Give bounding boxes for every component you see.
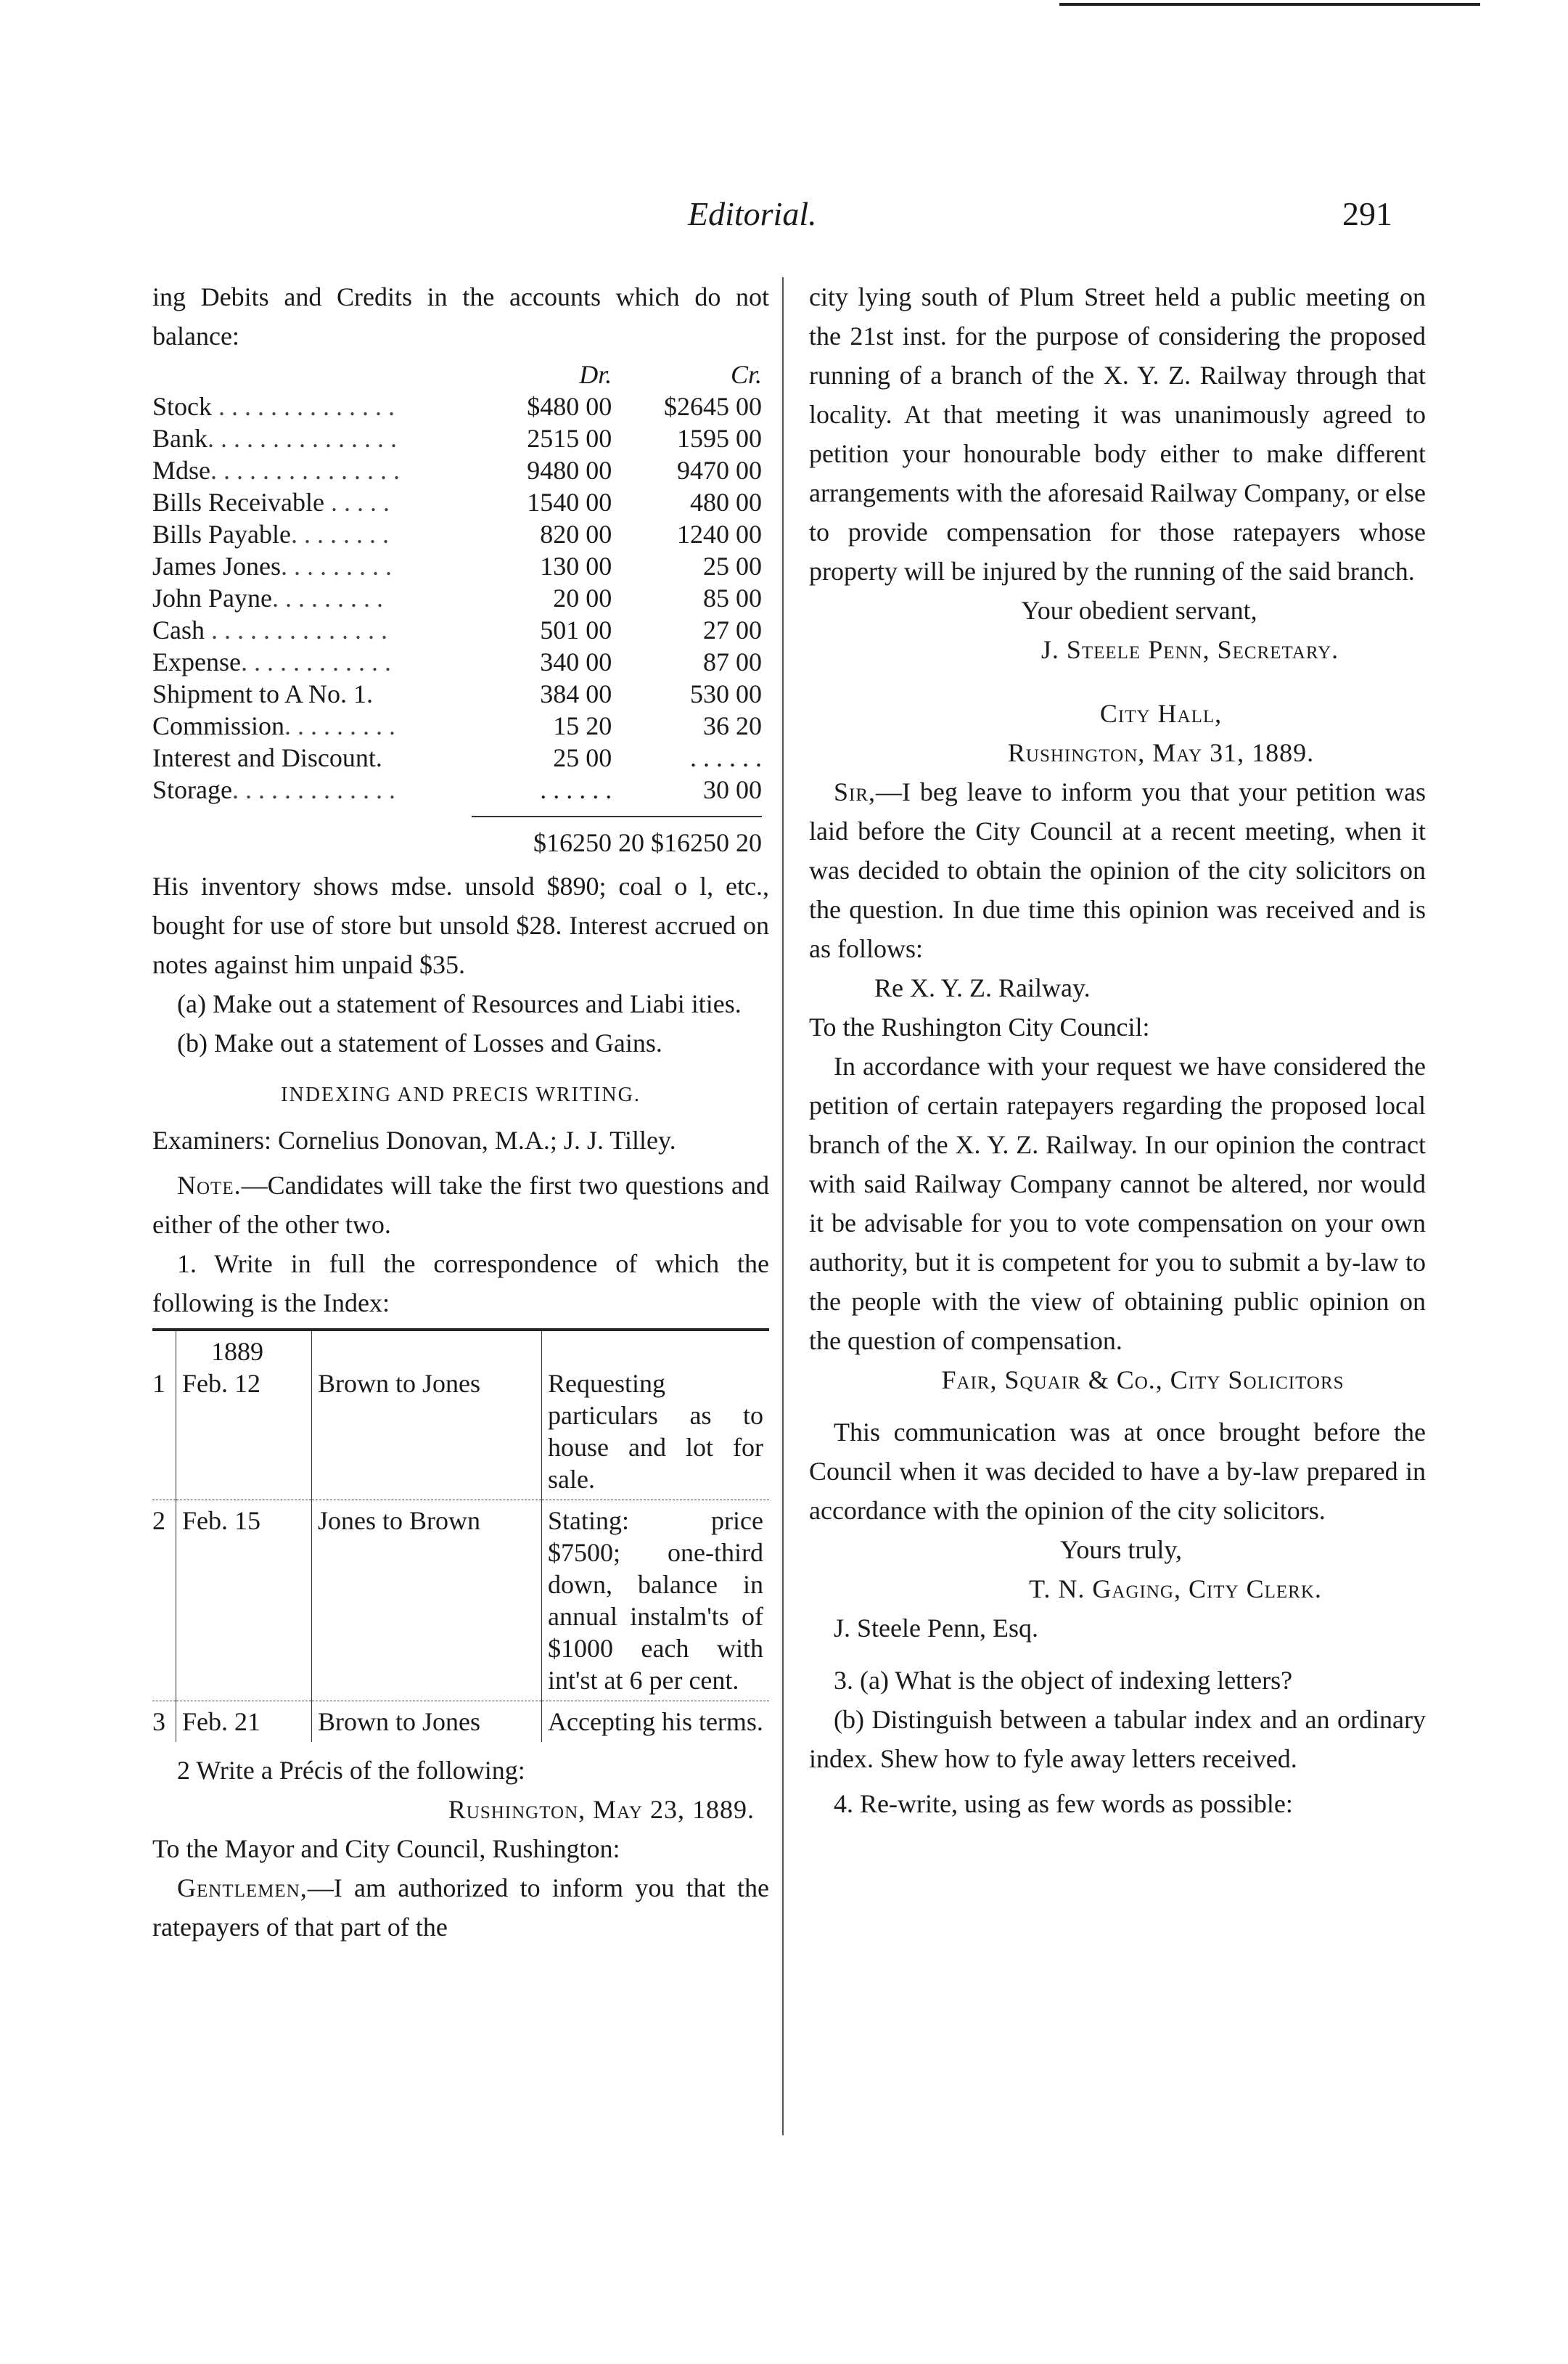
index-number: 1	[152, 1369, 165, 1398]
question-3b: (b) Distinguish between a tabular index and an ordinary index. Shew how to fyle away letters received.	[809, 1705, 1426, 1773]
examiners-line: Examiners: Cornelius Donovan, M.A.; J. J. Tilley.	[152, 1126, 676, 1155]
account-name: John Payne	[152, 584, 272, 613]
solicitors-opinion: In accordance with your request we have considered the petition of certain ratepayers regarding the proposed local branch of the X. Y. Z. Railway. In our opinion the contract with said Railway Company cannot be altered, nor would it be advisable for you to vote compensation on your own authority, but it is competent for you to submit a by-law to the people with the view of obtaining public opinion on the question of compensation.	[809, 1052, 1426, 1355]
column-divider	[782, 277, 784, 2135]
letter1-address: To the Mayor and City Council, Rushington:	[152, 1834, 620, 1863]
leader-dots: . . . . . . . . .	[280, 552, 392, 581]
credit-amount: 530 00	[690, 679, 762, 708]
account-name: Storage	[152, 775, 232, 804]
letter1-body-continued: city lying south of Plum Street held a public meeting on the 21st inst. for the purpose of considering the proposed running of a branch of the X. Y. Z. Railway through that locality. At that meeting it was unanimously agreed to petition your honourable body either to make different arrangements with the aforesaid Railway Company, or else to provide compensation for those ratepayers whose property will be injured by the running of the said branch.	[809, 282, 1426, 586]
debit-amount: 15 20	[553, 711, 612, 740]
ledger-row	[152, 518, 769, 550]
leader-dots: . . . . . . . . .	[284, 711, 396, 740]
letter2-body: —I beg leave to inform you that your petition was laid before the City Council at a recent meeting, when it was decided to obtain the opinion of the city solicitors on the question. In due time this opinion was received and is as follows:	[809, 777, 1426, 963]
question-4: 4. Re-write, using as few words as possible:	[834, 1789, 1293, 1818]
index-number: 2	[152, 1506, 165, 1535]
question-a: (a) Make out a statement of Resources and Liabi ities.	[177, 989, 742, 1018]
account-name: Cash	[152, 615, 205, 645]
credit-amount: 9470 00	[677, 456, 762, 485]
inventory-text: His inventory shows mdse. unsold $890; coal o l, etc., bought for use of store but unsold $28. Interest accrued on notes against him unpaid $35.	[152, 872, 769, 979]
leader-dots: . . . . . . . . . . . . . . .	[208, 424, 397, 453]
leader-dots: . . . . . . . . . . . . . .	[205, 615, 387, 645]
top-rule	[1059, 3, 1480, 6]
ledger-rows	[152, 390, 769, 806]
credit-amount: $2645 00	[664, 392, 762, 421]
debit-header: Dr.	[579, 360, 612, 389]
leader-dots: . . . . .	[324, 488, 390, 517]
solicitors-signature: Fair, Squair & Co., City Solicitors	[941, 1365, 1345, 1394]
index-correspondents: Brown to Jones	[318, 1369, 480, 1398]
account-name: Bills Receivable	[152, 488, 324, 517]
question-2: 2 Write a Précis of the following:	[177, 1756, 525, 1785]
note-text: —Candidates will take the first two questions and either of the other two.	[152, 1171, 769, 1239]
index-date: Feb. 12	[182, 1369, 260, 1398]
totals-rule	[472, 816, 762, 817]
right-column	[809, 277, 1426, 1823]
account-name: Stock	[152, 392, 213, 421]
index-date: Feb. 21	[182, 1707, 260, 1736]
debit-amount: 2515 00	[527, 424, 612, 453]
letter1-opening	[152, 1868, 769, 1947]
account-name: James Jones	[152, 552, 281, 581]
page-number: 291	[1342, 195, 1392, 232]
leader-dots: . . . . . . . . . . . . . .	[212, 392, 395, 421]
leader-dots: . . . . . . . . .	[272, 584, 383, 613]
addressee: J. Steele Penn, Esq.	[834, 1614, 1038, 1643]
section-title: INDEXING AND PRECIS WRITING.	[281, 1084, 641, 1106]
account-name: Bills Payable	[152, 520, 291, 549]
index-row	[152, 1330, 769, 1500]
account-name: Bank	[152, 424, 208, 453]
ledger-row	[152, 422, 769, 454]
ledger-header-row	[152, 356, 769, 390]
account-name: Shipment to A No. 1.	[152, 679, 374, 708]
debit-amount: 501 00	[540, 615, 612, 645]
debit-amount: $480 00	[527, 392, 612, 421]
ledger-table	[152, 356, 769, 806]
page-header	[0, 195, 1568, 245]
letter1-signature: J. Steele Penn, Secretary.	[1040, 635, 1339, 664]
index-correspondents: Jones to Brown	[318, 1506, 480, 1535]
letter2-dateline: Rushington, May 31, 1889.	[1007, 738, 1315, 767]
index-year: 1889	[211, 1337, 263, 1366]
ledger-row	[152, 646, 769, 678]
note-label: Note.	[177, 1171, 242, 1200]
index-correspondents: Brown to Jones	[318, 1707, 480, 1736]
left-column	[152, 277, 769, 1947]
index-row	[152, 1500, 769, 1701]
question-3a: 3. (a) What is the object of indexing letters?	[834, 1666, 1293, 1695]
credit-amount: 1240 00	[677, 520, 762, 549]
leader-dots: . . . . . . . .	[291, 520, 389, 549]
credit-amount: 25 00	[703, 552, 762, 581]
letter2-place: City Hall,	[1099, 699, 1223, 728]
ledger-row	[152, 614, 769, 646]
council-communication: This communication was at once brought before the Council when it was decided to have a by-law prepared in accordance with the opinion of the city solicitors.	[809, 1418, 1426, 1525]
account-name: Expense	[152, 647, 241, 676]
credit-amount: 1595 00	[677, 424, 762, 453]
clerk-signature: T. N. Gaging, City Clerk.	[1029, 1574, 1322, 1603]
debit-amount: 340 00	[540, 647, 612, 676]
debit-amount: 20 00	[553, 584, 612, 613]
ledger-row	[152, 742, 769, 774]
account-name: Mdse	[152, 456, 210, 485]
credit-amount: 85 00	[703, 584, 762, 613]
debit-amount: 130 00	[540, 552, 612, 581]
ledger-row	[152, 774, 769, 806]
debit-amount: . . . . . .	[540, 775, 612, 804]
index-subject: Stating: price $7500; one-third down, balance in annual instalm'ts of $1000 each with int'st at 6 per cent.	[548, 1506, 763, 1695]
ledger-row	[152, 678, 769, 710]
ledger-row	[152, 550, 769, 582]
leader-dots: . . . . . . . . . . . . . . .	[210, 456, 400, 485]
note-paragraph	[152, 1166, 769, 1244]
credit-amount: 87 00	[703, 647, 762, 676]
account-name: Commission	[152, 711, 285, 740]
leader-dots: . . . . . . . . . . . .	[240, 647, 391, 676]
ledger-row	[152, 390, 769, 422]
debit-amount: 1540 00	[527, 488, 612, 517]
index-date: Feb. 15	[182, 1506, 260, 1535]
letter2-paragraph	[809, 772, 1426, 968]
debit-amount: 25 00	[553, 743, 612, 772]
credit-header: Cr.	[730, 360, 762, 389]
ledger-row	[152, 710, 769, 742]
credit-amount: 36 20	[703, 711, 762, 740]
debit-amount: 384 00	[540, 679, 612, 708]
ledger-totals: $16250 20 $16250 20	[533, 828, 762, 857]
question-1: 1. Write in full the correspondence of which the following is the Index:	[152, 1249, 769, 1317]
question-b: (b) Make out a statement of Losses and Gains.	[177, 1028, 662, 1058]
to-council: To the Rushington City Council:	[809, 1013, 1150, 1042]
credit-amount: 480 00	[690, 488, 762, 517]
account-name: Interest and Discount.	[152, 743, 382, 772]
ledger-intro: ing Debits and Credits in the accounts which do not balance:	[152, 282, 769, 351]
ledger-row	[152, 486, 769, 518]
index-subject: Accepting his terms.	[548, 1707, 763, 1736]
letter1-dateline: Rushington, May 23, 1889.	[448, 1795, 755, 1824]
letter-index-table	[152, 1328, 769, 1742]
re-line: Re X. Y. Z. Railway.	[874, 973, 1091, 1002]
index-row	[152, 1701, 769, 1743]
ledger-row	[152, 582, 769, 614]
letter1-salutation: Gentlemen,	[177, 1873, 308, 1902]
yours-truly: Yours truly,	[1059, 1535, 1183, 1564]
index-rows	[152, 1330, 769, 1742]
debit-amount: 820 00	[540, 520, 612, 549]
debit-amount: 9480 00	[527, 456, 612, 485]
index-subject: Requesting particulars as to house and lot for sale.	[548, 1369, 763, 1494]
letter1-body-start: —I am authorized to inform you that the ratepayers of that part of the	[152, 1873, 769, 1942]
letter1-closing: Your obedient servant,	[1021, 596, 1257, 625]
running-title: Editorial.	[688, 195, 817, 232]
credit-amount: 27 00	[703, 615, 762, 645]
credit-amount: 30 00	[703, 775, 762, 804]
index-number: 3	[152, 1707, 165, 1736]
ledger-row	[152, 454, 769, 486]
credit-amount: . . . . . .	[690, 743, 762, 772]
letter2-salutation: Sir,	[834, 777, 877, 806]
leader-dots: . . . . . . . . . . . . .	[231, 775, 395, 804]
